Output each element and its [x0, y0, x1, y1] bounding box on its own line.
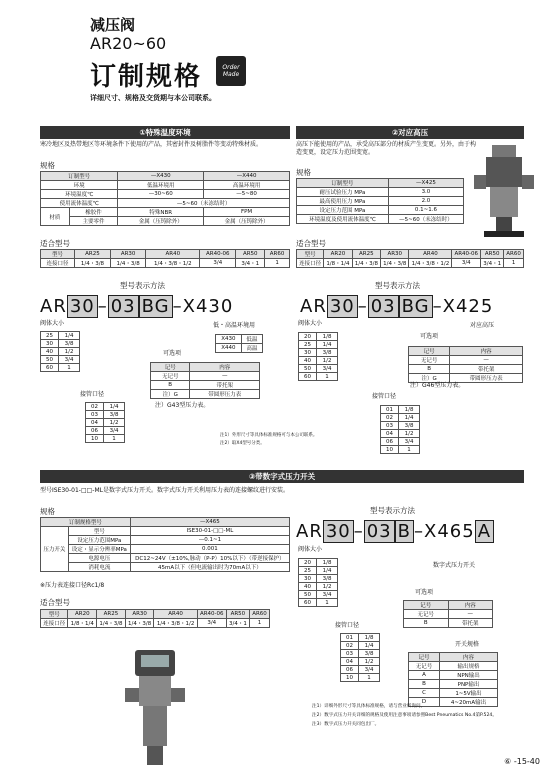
sec2-body-size-table: 20 1/8 25 1/4 30 3/8 40 1/2 50 3/4 60 1 — [298, 332, 338, 381]
page-subtitle: 详细尺寸、规格及交货期与本公司联系。 — [90, 94, 216, 102]
sec1-option-label: 可选项 — [163, 350, 182, 357]
sec3-switch-label: 开关规格 — [455, 641, 480, 648]
sec1-spec-label: 规格 — [40, 161, 55, 170]
sec2-option-label: 可选项 — [420, 333, 439, 340]
pressure-switch-image — [125, 650, 185, 765]
page-title: 订制规格 — [90, 62, 203, 92]
sec1-note1: 注）G43型压力表。 — [155, 402, 210, 409]
sec3-foot2: 注2）数字式压力开关详细的规格及使用注意事项请参照Best Pneumatics No.4第P.524。 — [312, 713, 497, 718]
sec2-model-table: 型号 AR20 AR25 AR30 AR40 AR40-06 AR50 AR60 连接口径 1/8・1/4 1/4・3/8 1/4・3/8 1/4・3/8・1/2 3/4 3/4・1 1 — [296, 249, 524, 268]
sec3-title: ③带数字式压力开关 — [40, 470, 524, 483]
sec2-desc: 高压下能使用的产品，承受高压部分的材质产生变更。另外，由于构造变更，设定压力范围变宽。 — [296, 141, 477, 156]
sec1-body-size-table: 25 1/4 30 3/8 40 1/2 50 3/4 60 1 — [40, 331, 80, 372]
sec2-hp-label: 对应高压 — [470, 322, 495, 329]
sec1-method-label: 型号表示方法 — [120, 281, 165, 290]
sec3-foot1: 注1）详细外形尺寸等具体标准规格，请与营业所询问。 — [312, 704, 426, 709]
sec3-port-label: 接管口径 — [335, 622, 360, 629]
order-made-icon: Order Made — [216, 56, 246, 86]
sec2-option-table: 记号 内容 无记号 — B 带托架 注）G 带圆形压力表 — [408, 346, 523, 383]
sec1-note2: 注1）外形尺寸等具体标准规格可与本公司联系。 — [220, 433, 318, 438]
sec3-option-label: 可选项 — [415, 589, 434, 596]
sec1-model-table: 型号 AR25 AR30 AR40 AR40-06 AR50 AR60 连接口径 1/4・3/8 1/4・3/8 1/4・3/8・1/2 3/4 3/4・1 1 — [40, 249, 290, 268]
sec3-foot3: 注3）数字式压力开关同包出厂。 — [312, 722, 380, 727]
sec1-env-table: X430 低温 X440 高温 — [215, 334, 263, 353]
sec2-body-size-label: 阀体大小 — [298, 320, 323, 327]
sec3-spec-table: 订制规格型号 —X465 压力开关 型号 ISE30-01-□□-ML 设定压力范围MPa —0.1~1 设定・显示分辨率MPa 0.001 电源电压 DC12~24V（±10%,脉动（P-P）10%以下）（带逆接保护） 消耗电流 45mA以下（但电流输出时为70mA以下） — [40, 517, 290, 572]
sec2-spec-label: 规格 — [296, 168, 311, 177]
sec3-switch-table: 记号 内容 无记号 输出规格 A NPN输出 B PNP输出 C 1~5V输出 D 4~20mA输出 — [408, 652, 498, 707]
sec3-spec-label: 规格 — [40, 507, 55, 516]
sec1-option-table: 记号 内容 无记号 — B 带托架 注）G 带圆形压力表 — [150, 362, 260, 399]
sec3-model-table: 型号 AR20 AR25 AR30 AR40 AR40-06 AR50 AR60 连接口径 1/8・1/4 1/4・3/8 1/4・3/8 1/4・3/8・1/2 3/4 3/4・1 1 — [40, 609, 270, 628]
sec1-model-code: AR 30 – 03 BG –X430 — [40, 296, 234, 317]
sec3-desc: 型号ISE30-01-□□-ML是数字式压力开关。数字式压力开关利用压力表的连接螺纹进行安装。 — [40, 487, 289, 494]
sec1-title: ①特殊温度环境 — [40, 126, 290, 139]
sec3-model-code: AR 30 – 03 B –X465 A — [296, 520, 494, 543]
sec1-env-label: 低・高温环境用 — [213, 322, 256, 329]
sec1-model-label: 适合型号 — [40, 239, 70, 248]
sec1-desc: 寒冷地区及热带地区等环境条件下使用的产品，其密封件及树脂件等变动特殊材质。 — [40, 141, 263, 148]
sec3-dps-label: 数字式压力开关 — [433, 562, 476, 569]
sec1-note3: 注2）取X4型号分类。 — [220, 441, 265, 446]
sec1-port-label: 接管口径 — [80, 391, 105, 398]
sec3-method-label: 型号表示方法 — [370, 506, 415, 515]
sec3-option-table: 记号 内容 无记号 — B 带托架 — [403, 600, 493, 628]
page-number: ⑥ -15-40 — [504, 757, 540, 766]
sec1-spec-table: 订制型号 —X430 —X440 环境 低温环境用 高温环境用 环境温度℃ —30~60 —5~80 使用流体温度℃ —5~60（未冻结时） 材质 橡胶件 特殊NBR FPM 主要零件 金属（压铸除外） 金属（压铸除外） — [40, 171, 290, 226]
model-range: AR20~60 — [90, 34, 167, 53]
sec2-model-label: 适合型号 — [296, 239, 326, 248]
sec3-body-size-label: 阀体大小 — [298, 546, 323, 553]
regulator-image — [474, 145, 534, 240]
sec3-model-label: 适合型号 — [40, 598, 70, 607]
sec2-model-code: AR 30 – 03 BG –X425 — [300, 296, 494, 317]
sec3-note: ※压力表连接口径Rc1/8 — [40, 582, 105, 589]
sec2-method-label: 型号表示方法 — [375, 281, 420, 290]
sec2-port-label: 接管口径 — [372, 393, 397, 400]
series-title: 减压阀 — [90, 16, 136, 34]
sec1-body-size-label: 阀体大小 — [40, 320, 65, 327]
sec2-port-table: 01 1/8 02 1/4 03 3/8 04 1/2 06 3/4 10 1 — [380, 405, 420, 454]
sec2-note1: 注）G46型压力表。 — [410, 382, 465, 389]
sec1-port-table: 02 1/4 03 3/8 04 1/2 06 3/4 10 1 — [85, 402, 125, 443]
sec3-port-table: 01 1/8 02 1/4 03 3/8 04 1/2 06 3/4 10 1 — [340, 633, 380, 682]
sec2-spec-table: 订制型号 —X425 耐压试验压力 MPa 3.0 最高使用压力 MPa 2.0 设定压力范围 MPa 0.1~1.6 环境温度及使用流体温度℃ —5~60（未冻结时） — [296, 178, 464, 224]
sec2-title: ②对应高压 — [296, 126, 524, 139]
sec3-body-size-table: 20 1/8 25 1/4 30 3/8 40 1/2 50 3/4 60 1 — [298, 558, 338, 607]
